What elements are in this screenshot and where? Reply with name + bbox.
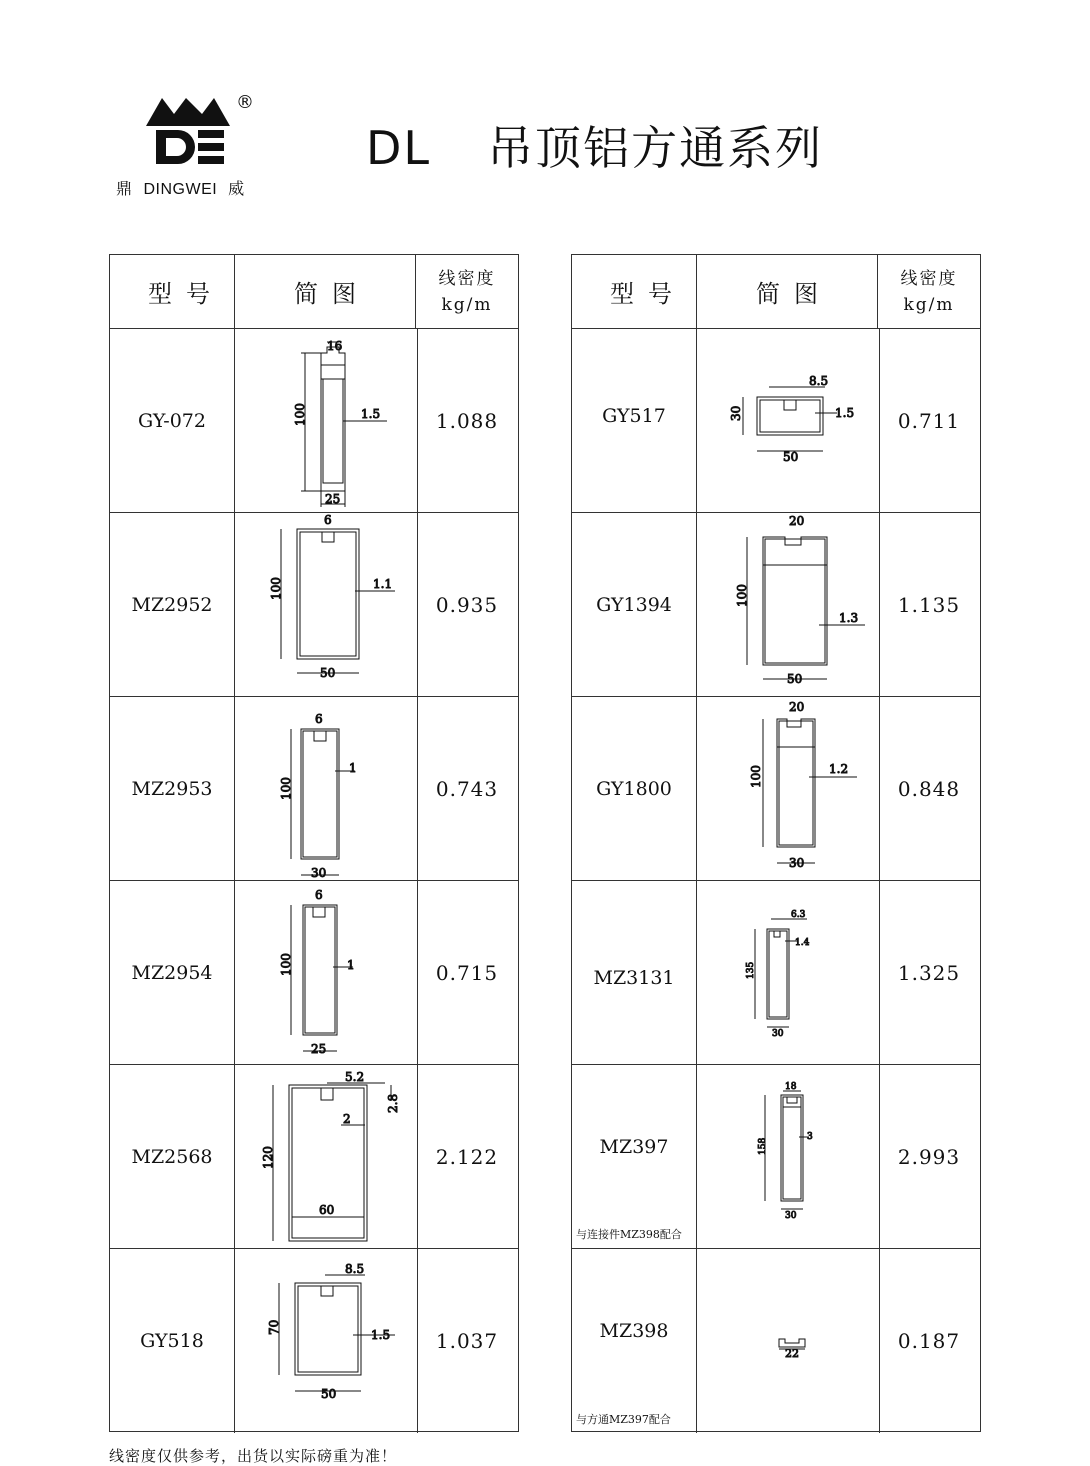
header-density-unit: kg/m — [441, 294, 493, 315]
dim-top: 8.5 — [345, 1262, 365, 1276]
dim-bottom: 22 — [785, 1347, 799, 1360]
model-cell: GY1800 — [596, 777, 672, 800]
profile-diagram — [234, 1065, 418, 1248]
dim-wall: 1.5 — [371, 1328, 391, 1342]
dim-bottom: 50 — [320, 666, 336, 680]
profile-diagram — [234, 881, 418, 1064]
compat-note: 与方通MZ397配合 — [576, 1413, 671, 1426]
model-cell: MZ2953 — [131, 777, 213, 800]
brand-name-main: DINGWEI — [143, 181, 218, 198]
dim-bottom: 25 — [311, 1042, 327, 1056]
model-cell: MZ2952 — [131, 593, 213, 616]
model-cell: MZ398 — [599, 1320, 669, 1342]
table-row — [110, 512, 518, 696]
dim-extra: 2.8 — [386, 1093, 400, 1113]
dim-bottom: 50 — [321, 1387, 337, 1401]
model-cell: GY-072 — [138, 409, 206, 432]
dim-wall: 2 — [343, 1112, 351, 1126]
dim-top: 6 — [315, 888, 323, 902]
profile-diagram — [234, 329, 418, 512]
model-cell: MZ397 — [599, 1135, 669, 1158]
dim-side: 135 — [746, 961, 756, 979]
table-header — [572, 255, 980, 328]
title-code: DL — [366, 121, 432, 175]
table-row — [572, 1064, 980, 1248]
dim-side: 100 — [293, 403, 307, 426]
density-cell: 0.715 — [435, 960, 499, 985]
model-cell: GY517 — [602, 404, 666, 427]
dim-bottom: 50 — [787, 672, 803, 686]
density-cell: 1.135 — [897, 592, 961, 617]
table-row — [572, 328, 980, 512]
density-cell: 1.088 — [435, 408, 499, 433]
dim-bottom: 60 — [319, 1203, 335, 1217]
header-density-label: 线密度 — [900, 268, 958, 289]
model-cell: MZ2954 — [131, 961, 213, 984]
header-model: 型号 — [610, 280, 686, 308]
dim-top: 20 — [789, 700, 805, 714]
header-density-unit: kg/m — [903, 294, 955, 315]
dim-top: 6.3 — [791, 910, 806, 920]
header-density — [416, 255, 518, 328]
dim-top: 18 — [785, 1082, 797, 1092]
table-header — [110, 255, 518, 328]
dim-wall: 1.1 — [373, 577, 393, 591]
table-row — [572, 1248, 980, 1433]
profile-diagram — [234, 513, 418, 696]
table-row — [572, 696, 980, 880]
dim-wall: 1.4 — [795, 938, 810, 948]
dim-side: 100 — [279, 777, 293, 800]
profile-diagram — [696, 697, 880, 880]
profile-diagram — [234, 697, 418, 880]
header-diagram: 简图 — [234, 255, 416, 328]
dim-wall: 1.3 — [839, 611, 859, 625]
profile-diagram — [234, 1249, 418, 1433]
table-row — [110, 696, 518, 880]
profile-diagram — [696, 513, 880, 696]
brand-name-right: 威 — [228, 181, 245, 198]
profile-diagram — [696, 1249, 880, 1433]
dim-side: 30 — [729, 405, 743, 421]
dim-side: 70 — [267, 1319, 281, 1335]
registered-mark: ® — [236, 92, 254, 113]
density-cell: 2.122 — [435, 1144, 499, 1169]
density-cell: 0.935 — [435, 592, 499, 617]
brand-name — [116, 176, 245, 199]
page-title — [366, 112, 823, 178]
dim-side: 120 — [261, 1146, 275, 1169]
density-cell: 0.187 — [897, 1329, 961, 1353]
table-row — [110, 880, 518, 1064]
header-density-label: 线密度 — [438, 268, 496, 289]
model-cell: GY1394 — [596, 593, 672, 616]
dim-wall: 1.5 — [835, 406, 855, 420]
dim-side: 100 — [269, 577, 283, 600]
table-row — [572, 880, 980, 1064]
dim-top: 6 — [324, 513, 332, 527]
dim-bottom: 25 — [325, 492, 341, 506]
dim-wall: 1 — [347, 958, 355, 972]
dim-top: 20 — [789, 514, 805, 528]
dim-side: 100 — [735, 584, 749, 607]
profile-table-left — [109, 254, 519, 1432]
header-model: 型号 — [148, 280, 224, 308]
profile-diagram — [696, 881, 880, 1064]
dim-side: 158 — [758, 1137, 768, 1155]
dim-top: 8.5 — [809, 374, 829, 388]
dim-top: 5.2 — [345, 1070, 365, 1084]
model-cell: MZ3131 — [593, 966, 675, 989]
dim-side: 100 — [749, 765, 763, 788]
dim-bottom: 30 — [789, 856, 805, 870]
dim-wall: 1.2 — [829, 762, 849, 776]
dim-wall: 3 — [807, 1132, 813, 1142]
dim-side: 100 — [279, 953, 293, 976]
density-cell: 0.848 — [897, 776, 961, 801]
header-density — [878, 255, 980, 328]
brand-name-left: 鼎 — [116, 181, 133, 198]
density-cell: 1.037 — [435, 1329, 499, 1353]
dim-wall: 1.5 — [361, 407, 381, 421]
table-row — [110, 328, 518, 512]
title-text: 吊顶铝方通系列 — [487, 121, 824, 175]
dim-bottom: 50 — [783, 450, 799, 464]
dim-bottom: 30 — [311, 866, 327, 880]
header-diagram: 简图 — [696, 255, 878, 328]
footer-note: 线密度仅供参考，出货以实际磅重为准！ — [109, 1447, 398, 1465]
density-cell: 0.711 — [897, 408, 961, 433]
model-cell: GY518 — [140, 1330, 204, 1352]
dim-top: 6 — [315, 712, 323, 726]
dim-bottom: 30 — [785, 1211, 797, 1221]
compat-note: 与连接件MZ398配合 — [576, 1228, 682, 1241]
density-cell: 2.993 — [897, 1144, 961, 1169]
profile-diagram — [696, 1065, 880, 1248]
table-row — [110, 1064, 518, 1248]
density-cell: 1.325 — [897, 960, 961, 985]
density-cell: 0.743 — [435, 776, 499, 801]
dim-top: 16 — [327, 339, 343, 353]
profile-table-right — [571, 254, 981, 1432]
profile-diagram — [696, 329, 880, 512]
dim-wall: 1 — [349, 761, 357, 775]
model-cell: MZ2568 — [131, 1145, 213, 1168]
dim-bottom: 30 — [772, 1029, 784, 1039]
table-row — [110, 1248, 518, 1433]
table-row — [572, 512, 980, 696]
